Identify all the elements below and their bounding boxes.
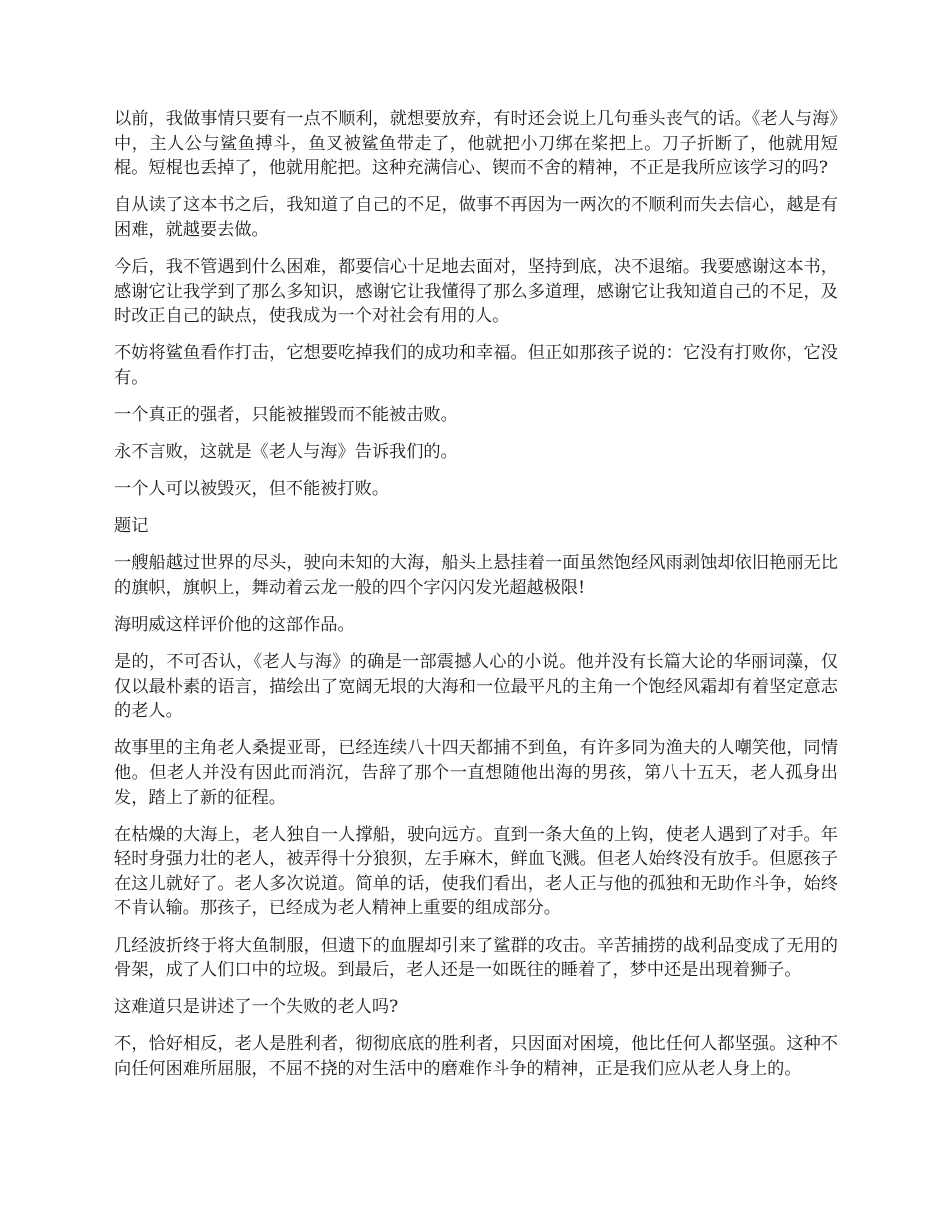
paragraph: 永不言败，这就是《老人与海》告诉我们的。 [114, 442, 458, 463]
paragraph: 一艘船越过世界的尽头，驶向未知的大海，船头上悬挂着一面虽然饱经风雨剥蚀却依旧艳丽无比的旗帜，旗帜上，舞动着云龙一般的四个字闪闪发光超越极限! [114, 553, 838, 598]
paragraph: 这难道只是讲述了一个失败的老人吗? [114, 997, 399, 1018]
paragraph: 故事里的主角老人桑提亚哥，已经连续八十四天都捕不到鱼，有许多同为渔夫的人嘲笑他，同情他。但老人并没有因此而消沉，告辞了那个一直想随他出海的男孩，第八十五天，老人孤身出发，踏上了新的征程。 [114, 738, 838, 808]
paragraph: 几经波折终于将大鱼制服，但遗下的血腥却引来了鲨群的攻击。辛苦捕捞的战利品变成了无用的骨架，成了人们口中的垃圾。到最后，老人还是一如既往的睡着了，梦中还是出现着狮子。 [114, 935, 838, 981]
paragraph: 自从读了这本书之后，我知道了自己的不足，做事不再因为一两次的不顺利而失去信心，越是有困难，就越要去做。 [114, 195, 838, 240]
document-body [114, 107, 838, 1094]
paragraph: 一个真正的强者，只能被摧毁而不能被击败。 [114, 404, 458, 425]
paragraph: 海明威这样评价他的这部作品。 [114, 615, 355, 635]
paragraph: 不，恰好相反，老人是胜利者，彻彻底底的胜利者，只因面对困境，他比任何人都坚强。这种不向任何困难所屈服，不屈不挠的对生活中的磨难作斗争的精神，正是我们应从老人身上的。 [114, 1034, 838, 1079]
paragraph: 不妨将鲨鱼看作打击，它想要吃掉我们的成功和幸福。但正如那孩子说的：它没有打败你，它没有。 [114, 343, 838, 388]
paragraph: 今后，我不管遇到什么困难，都要信心十足地去面对，坚持到底，决不退缩。我要感谢这本书，感谢它让我学到了那么多知识，感谢它让我懂得了那么多道理，感谢它让我知道自己的不足，及时改正自己的缺点，使我成为一个对社会有用的人。 [114, 256, 838, 327]
paragraph: 是的，不可否认，《老人与海》的确是一部震撼人心的小说。他并没有长篇大论的华丽词藻，仅仅以最朴素的语言，描绘出了宽阔无垠的大海和一位最平凡的主角一个饱经风霜却有着坚定意志的老人。 [114, 652, 838, 722]
paragraph: 在枯燥的大海上，老人独自一人撑船，驶向远方。直到一条大鱼的上钩，使老人遇到了对手。年轻时身强力壮的老人，被弄得十分狼狈，左手麻木，鲜血飞溅。但老人始终没有放手。但愿孩子在这儿就好了。老人多次说道。简单的话，使我们看出，老人正与他的孤独和无助作斗争，始终不肯认输。那孩子，已经成为老人精神上重要的组成部分。 [114, 824, 838, 919]
paragraph: 以前，我做事情只要有一点不顺利，就想要放弃，有时还会说上几句垂头丧气的话。《老人与海》中，主人公与鲨鱼搏斗，鱼叉被鲨鱼带走了，他就把小刀绑在桨把上。刀子折断了，他就用短棍。短棍也丢掉了，他就用舵把。这种充满信心、锲而不舍的精神，不正是我所应该学习的吗? [114, 109, 838, 179]
paragraph: 一个人可以被毁灭，但不能被打败。 [114, 479, 390, 500]
section-heading: 题记 [114, 516, 149, 537]
